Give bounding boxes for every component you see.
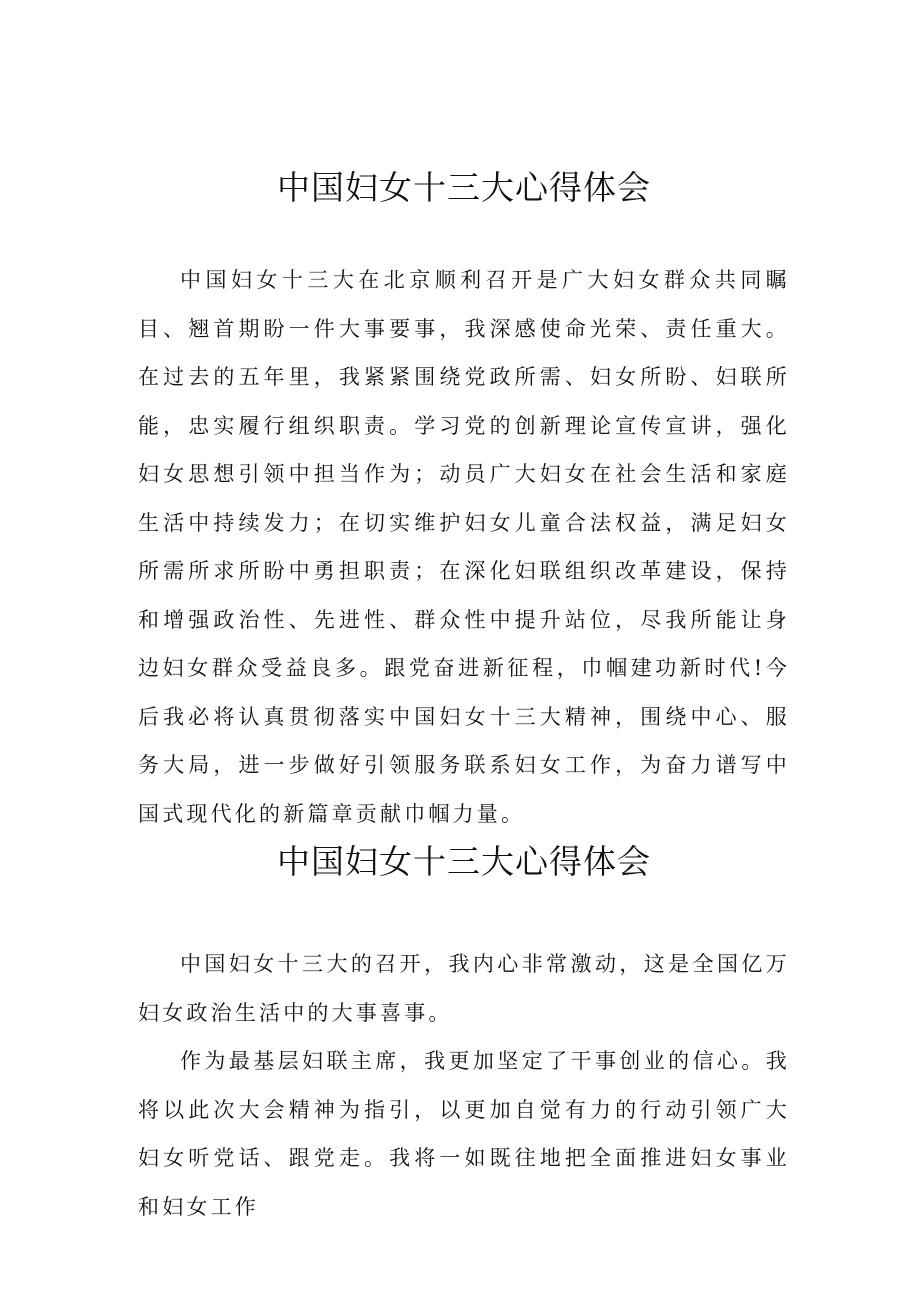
section-second [138,840,790,1231]
paragraph: 作为最基层妇联主席，我更加坚定了干事创业的信心。我将以此次大会精神为指引，以更加自觉有力的行动引领广大妇女听党话、跟党走。我将一如既往地把全面推进妇女事业和妇女工作 [138,1049,790,1219]
section-title: 中国妇女十三大心得体会 [277,842,651,881]
paragraph: 中国妇女十三大在北京顺利召开是广大妇女群众共同瞩目、翘首期盼一件大事要事，我深感使命光荣、责任重大。在过去的五年里，我紧紧围绕党政所需、妇女所盼、妇联所能，忠实履行组织职责。学习党的创新理论宣传宣讲，强化妇女思想引领中担当作为；动员广大妇女在社会生活和家庭生活中持续发力；在切实维护妇女儿童合法权益，满足妇女所需所求所盼中勇担职责；在深化妇联组织改革建设，保持和增强政治性、先进性、群众性中提升站位，尽我所能让身边妇女群众受益良多。跟党奋进新征程，巾帼建功新时代!今后我必将认真贯彻落实中国妇女十三大精神，围绕中心、服务大局，进一步做好引领服务联系妇女工作，为奋力谱写中国式现代化的新篇章贡献巾帼力量。 [138,268,790,826]
paragraph: 中国妇女十三大的召开，我内心非常激动，这是全国亿万妇女政治生活中的大事喜事。 [138,952,790,1025]
section-title: 中国妇女十三大心得体会 [277,168,651,207]
section-first [138,166,790,838]
